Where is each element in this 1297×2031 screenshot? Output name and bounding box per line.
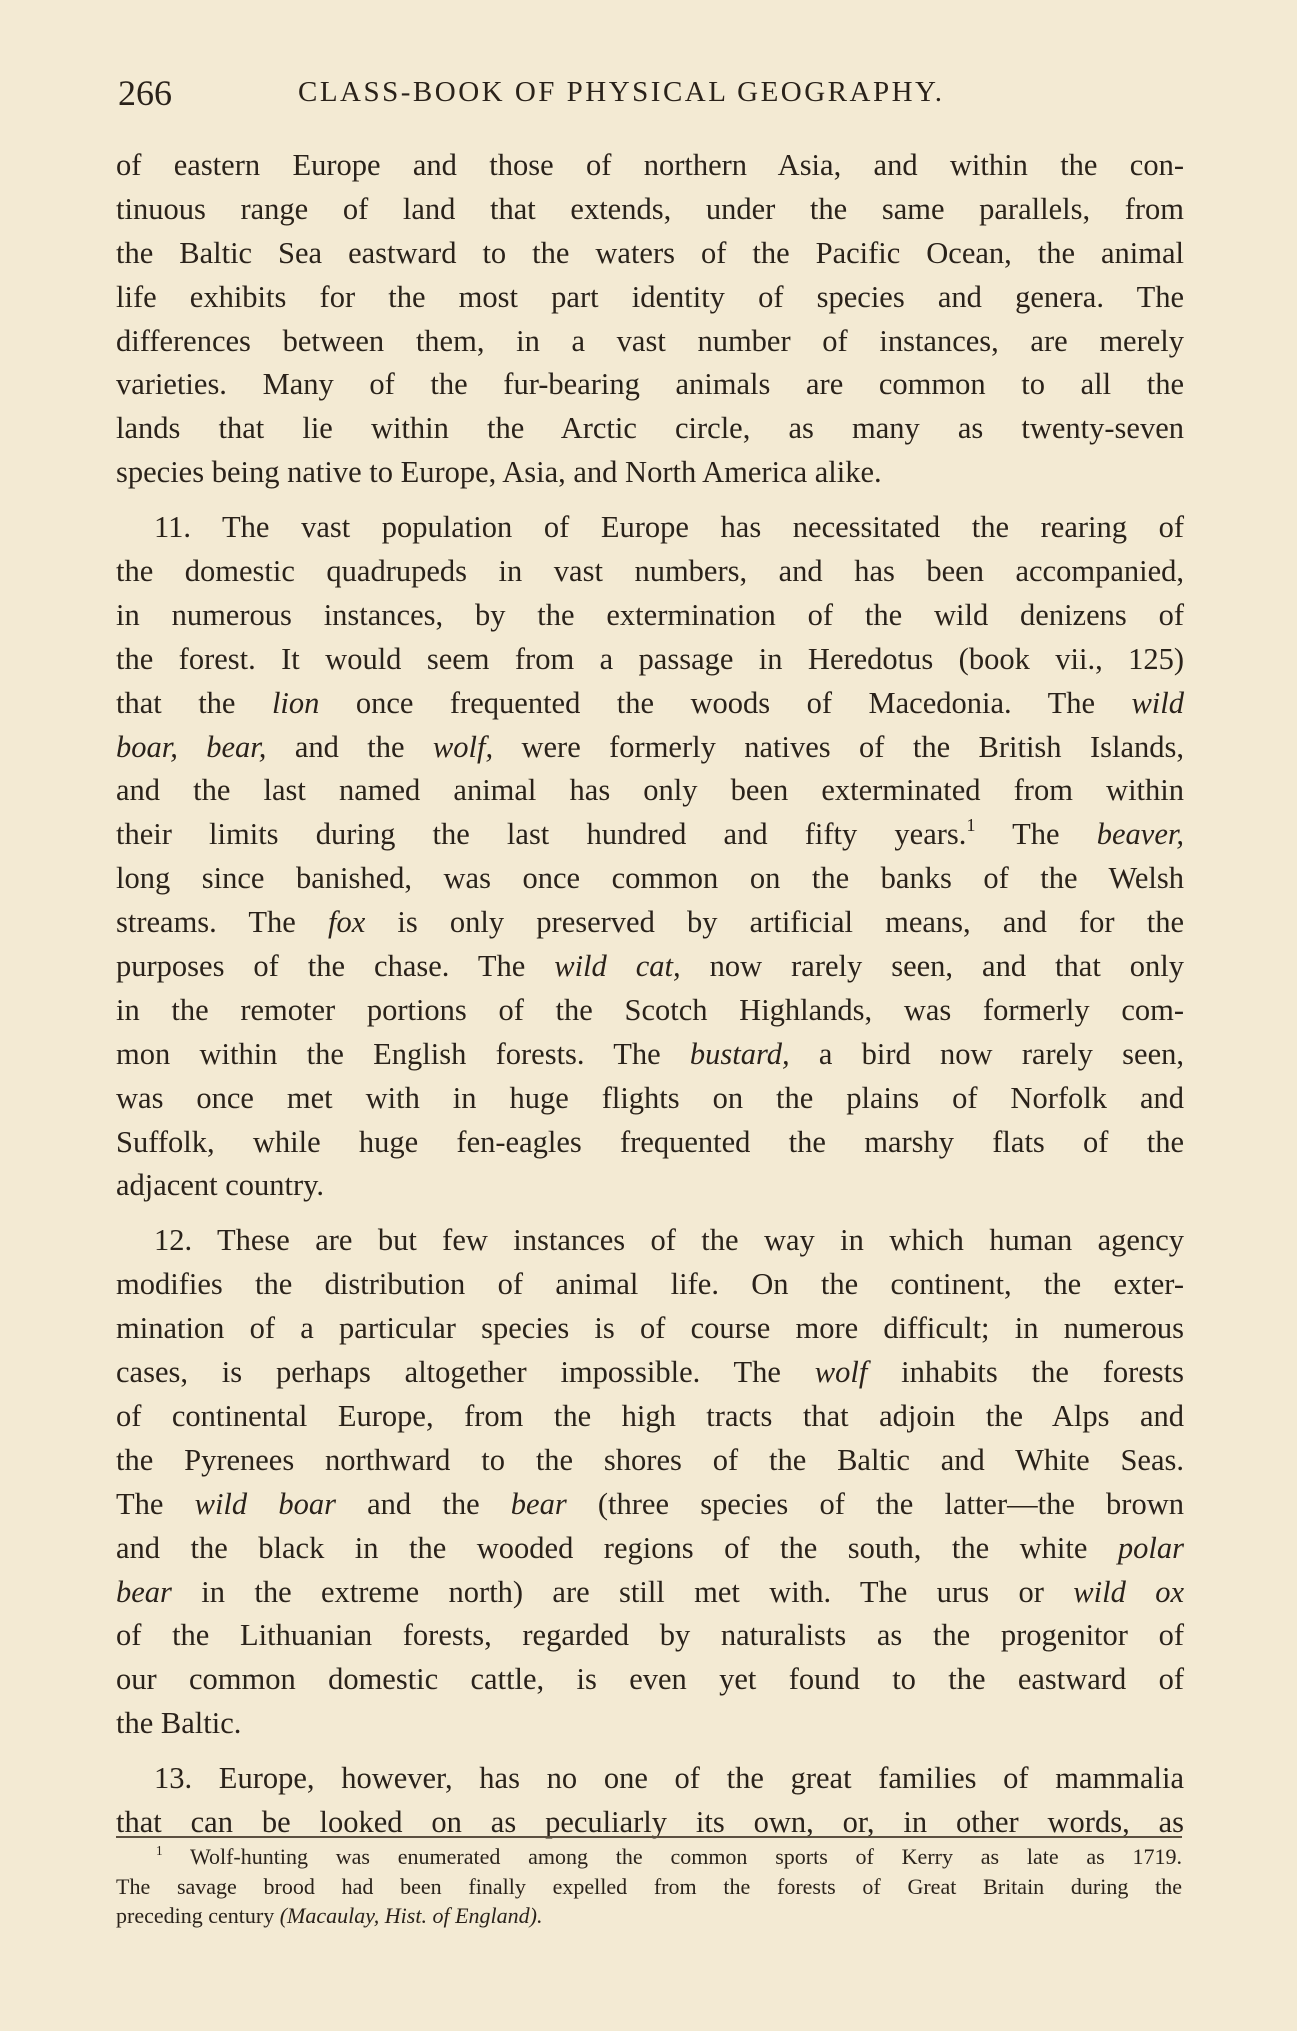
- text-run: Wolf-hunting was enumerated among the common sports of Kerry as late as 1719.: [162, 1844, 1182, 1869]
- text-line: [116, 901, 1184, 945]
- text-run: 11. The vast population of Europe has necessitated the rearing of: [154, 510, 1184, 545]
- text-line: [116, 638, 1184, 682]
- footnote-rule: [116, 1836, 1182, 1838]
- text-line: [116, 363, 1184, 407]
- italic-text: bear: [510, 1486, 567, 1521]
- text-run: species being native to Europe, Asia, and North America alike.: [116, 455, 882, 490]
- italic-text: wolf,: [432, 729, 494, 764]
- text-run: of the Lithuanian forests, regarded by naturalists as the progenitor of: [116, 1618, 1184, 1653]
- text-run: lands that lie within the Arctic circle, as many as twenty-seven: [116, 411, 1184, 446]
- text-run: in the remoter portions of the Scotch Highlands, was formerly com-: [116, 992, 1184, 1027]
- italic-text: wild boar: [194, 1486, 336, 1521]
- text-line: [116, 1571, 1184, 1615]
- text-run: in the extreme north) are still met with. The urus or: [171, 1574, 1074, 1609]
- text-run: The savage brood had been finally expelled from the forests of Great Britain during the: [116, 1873, 1182, 1899]
- italic-text: bustard,: [689, 1036, 790, 1071]
- footnote-line: [116, 1872, 1182, 1902]
- text-line: [116, 188, 1184, 232]
- text-run: differences between them, in a vast number of instances, are merely: [116, 323, 1184, 358]
- text-line: [116, 813, 1184, 857]
- text-run: and the black in the wooded regions of the south, the white: [116, 1530, 1118, 1565]
- paragraph-gap: [116, 1746, 1184, 1757]
- text-run: a bird now rarely seen,: [789, 1036, 1184, 1071]
- footnote-line: [116, 1842, 1182, 1872]
- text-run: the forest. It would seem from a passage in Heredotus (book vii., 125): [116, 641, 1184, 676]
- text-line: [116, 232, 1184, 276]
- text-run: mon within the English forests. The: [116, 1036, 690, 1071]
- text-run: Suffolk, while huge fen-eagles frequented the marshy flats of the: [116, 1124, 1184, 1159]
- text-line: [116, 1658, 1184, 1702]
- text-line: [116, 989, 1184, 1033]
- text-run: our common domestic cattle, is even yet found to the eastward of: [116, 1662, 1184, 1697]
- text-line: [116, 506, 1184, 550]
- text-line: [116, 1164, 1184, 1208]
- paragraph: [116, 1219, 1184, 1746]
- italic-text: fox: [327, 905, 366, 940]
- text-line: [116, 407, 1184, 451]
- text-run: mination of a particular species is of course more difficult; in numerous: [116, 1311, 1184, 1346]
- text-line: [116, 857, 1184, 901]
- text-run: was once met with in huge flights on the plains of Norfolk and: [116, 1080, 1184, 1115]
- text-line: [116, 1702, 1184, 1746]
- footnote-line: [116, 1901, 1182, 1931]
- running-head: CLASS-BOOK OF PHYSICAL GEOGRAPHY.: [298, 76, 945, 108]
- text-line: [116, 1307, 1184, 1351]
- text-run: long since banished, was once common on the banks of the Welsh: [116, 861, 1184, 896]
- text-line: [116, 1801, 1184, 1845]
- text-run: were formerly natives of the British Islands,: [493, 729, 1184, 764]
- text-line: [116, 1614, 1184, 1658]
- text-line: [116, 594, 1184, 638]
- text-run: purposes of the chase. The: [116, 949, 555, 984]
- italic-text: beaver,: [1096, 817, 1184, 852]
- body-text: [116, 144, 1184, 1845]
- text-run: and the: [266, 729, 433, 764]
- text-line: [116, 769, 1184, 813]
- footnotes: [116, 1842, 1182, 1931]
- text-run: and the last named animal has only been exterminated from within: [116, 773, 1184, 808]
- text-run: of eastern Europe and those of northern Asia, and within the con-: [116, 148, 1184, 182]
- text-run: of continental Europe, from the high tracts that adjoin the Alps and: [116, 1398, 1184, 1433]
- text-line: [116, 1351, 1184, 1395]
- text-run: once frequented the woods of Macedonia. The: [319, 685, 1132, 720]
- text-run: varieties. Many of the fur-bearing animals are common to all the: [116, 367, 1184, 402]
- italic-text: wolf: [814, 1355, 868, 1390]
- text-line: [116, 320, 1184, 364]
- text-run: 13. Europe, however, has no one of the great families of mammalia: [154, 1761, 1184, 1796]
- text-run: their limits during the last hundred and fifty years.: [116, 817, 967, 852]
- text-line: [116, 945, 1184, 989]
- text-line: [116, 550, 1184, 594]
- text-run: (three species of the latter—the brown: [566, 1486, 1184, 1521]
- text-line: [116, 1121, 1184, 1165]
- text-run: adjacent country.: [116, 1168, 325, 1203]
- text-run: the Baltic.: [116, 1706, 242, 1741]
- text-line: [116, 1077, 1184, 1121]
- text-line: [116, 1757, 1184, 1801]
- italic-text: (Macaulay, Hist. of England).: [279, 1903, 543, 1928]
- text-run: The: [116, 1486, 195, 1521]
- text-line: [116, 726, 1184, 770]
- text-line: [116, 1439, 1184, 1483]
- text-run: and the: [335, 1486, 511, 1521]
- footnote-marker: 1: [156, 1842, 163, 1858]
- paragraph-gap: [116, 495, 1184, 506]
- text-run: tinuous range of land that extends, under the same parallels, from: [116, 191, 1184, 226]
- text-line: [116, 1219, 1184, 1263]
- text-line: [116, 144, 1184, 188]
- italic-text: bear: [116, 1574, 172, 1609]
- italic-text: wild: [1131, 685, 1185, 720]
- italic-text: lion: [271, 685, 320, 720]
- text-line: [116, 1263, 1184, 1307]
- text-run: life exhibits for the most part identity of species and genera. The: [116, 279, 1184, 314]
- text-run: streams. The: [116, 905, 328, 940]
- page-header: [118, 72, 1184, 116]
- text-run: cases, is perhaps altogether impossible. The: [116, 1355, 815, 1390]
- text-line: [116, 1033, 1184, 1077]
- italic-text: polar: [1117, 1530, 1184, 1565]
- text-run: in numerous instances, by the extermination of the wild denizens of: [116, 597, 1184, 632]
- text-run: 12. These are but few instances of the way in which human agency: [154, 1223, 1184, 1258]
- paragraph: [116, 506, 1184, 1208]
- text-run: the domestic quadrupeds in vast numbers, and has been accompanied,: [116, 554, 1184, 589]
- text-run: inhabits the forests: [867, 1355, 1185, 1390]
- text-run: that can be looked on as peculiarly its own, or, in other words, as: [116, 1804, 1184, 1839]
- text-line: [116, 1395, 1184, 1439]
- text-line: [116, 1527, 1184, 1571]
- paragraph: [116, 144, 1184, 495]
- text-run: The: [975, 817, 1097, 852]
- page-number: 266: [118, 73, 172, 113]
- text-line: [116, 451, 1184, 495]
- italic-text: boar, bear,: [116, 729, 267, 764]
- text-line: [116, 276, 1184, 320]
- text-run: is only preserved by artificial means, and for the: [365, 905, 1184, 940]
- paragraph: [116, 1757, 1184, 1845]
- text-line: [116, 1483, 1184, 1527]
- italic-text: wild ox: [1073, 1574, 1184, 1609]
- footnote-marker: 1: [966, 815, 976, 836]
- text-run: preceding century: [116, 1903, 280, 1928]
- text-run: the Baltic Sea eastward to the waters of the Pacific Ocean, the animal: [116, 235, 1184, 270]
- text-run: now rarely seen, and that only: [680, 949, 1184, 984]
- text-run: the Pyrenees northward to the shores of the Baltic and White Seas.: [116, 1442, 1184, 1477]
- italic-text: wild cat,: [554, 949, 681, 984]
- text-line: [116, 682, 1184, 726]
- paragraph-gap: [116, 1208, 1184, 1219]
- text-run: modifies the distribution of animal life. On the continent, the exter-: [116, 1267, 1184, 1302]
- text-run: that the: [116, 685, 272, 720]
